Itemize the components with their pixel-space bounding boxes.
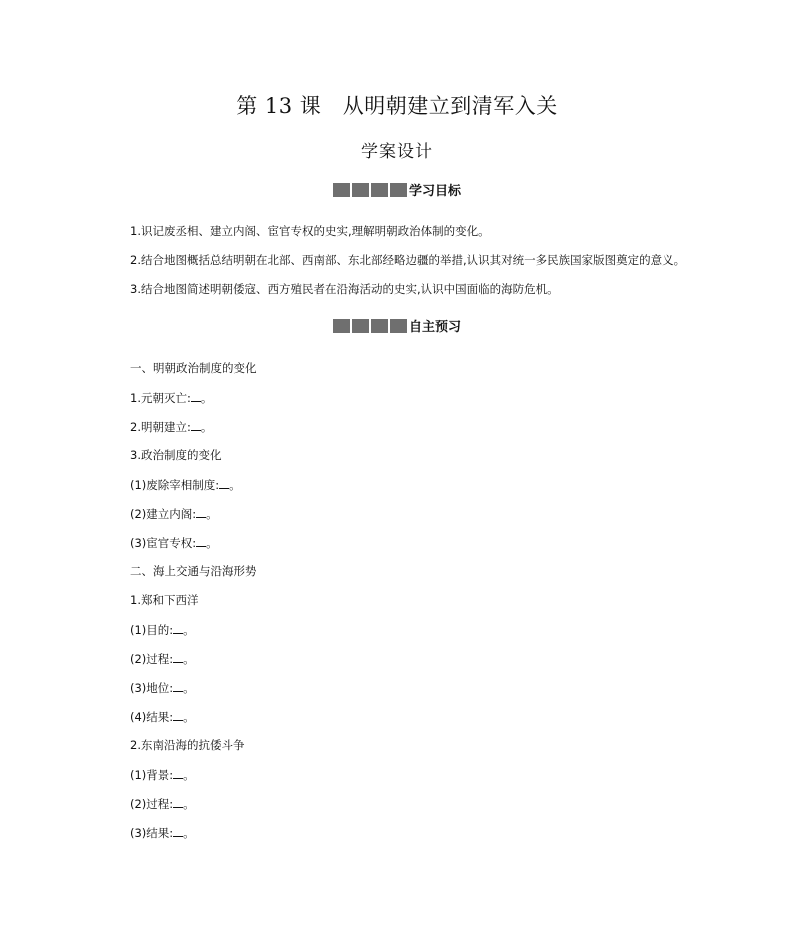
fill-line: 1.元朝灭亡: 。 [130, 391, 213, 405]
answer-blank[interactable] [173, 651, 183, 663]
fill-line: (2)建立内阁: 。 [130, 507, 218, 521]
answer-blank[interactable] [173, 680, 183, 692]
section-heading-label: 自主预习 [408, 320, 461, 335]
fill-line: (1)背景: 。 [130, 768, 195, 782]
goal-item: 3.结合地图简述明朝倭寇、西方殖民者在沿海活动的史实,认识中国面临的海防危机。 [130, 282, 559, 296]
answer-blank[interactable] [219, 477, 229, 489]
fill-line: (3)地位: 。 [130, 681, 195, 695]
answer-blank[interactable] [173, 767, 183, 779]
part-title: 二、海上交通与沿海形势 [130, 564, 257, 578]
fill-line: 2.明朝建立: 。 [130, 420, 213, 434]
goal-item: 2.结合地图概括总结明朝在北部、西南部、东北部经略边疆的举措,认识其对统一多民族国家版图奠定的意义。 [130, 253, 686, 267]
list-item: 2.东南沿海的抗倭斗争 [130, 738, 245, 752]
answer-blank[interactable] [173, 709, 183, 721]
part-title: 一、明朝政治制度的变化 [130, 361, 257, 375]
fill-line: (4)结果: 。 [130, 710, 195, 724]
page-subtitle: 学案设计 [361, 142, 433, 162]
answer-blank[interactable] [173, 622, 183, 634]
fill-line: (1)废除宰相制度: 。 [130, 478, 241, 492]
fill-line: (2)过程: 。 [130, 797, 195, 811]
fill-line: (3)宦官专权: 。 [130, 536, 218, 550]
answer-blank[interactable] [196, 506, 206, 518]
goal-item: 1.识记废丞相、建立内阁、宦官专权的史实,理解明朝政治体制的变化。 [130, 224, 490, 238]
section-heading-goals [0, 180, 794, 199]
fill-line: (3)结果: 。 [130, 826, 195, 840]
fill-line: (1)目的: 。 [130, 623, 195, 637]
section-marker-bars [333, 319, 407, 333]
page-title: 第 13 课 从明朝建立到清军入关 [236, 94, 558, 118]
fill-line: (2)过程: 。 [130, 652, 195, 666]
answer-blank[interactable] [173, 796, 183, 808]
section-heading-label: 学习目标 [408, 184, 461, 199]
answer-blank[interactable] [191, 419, 201, 431]
list-item: 1.郑和下西洋 [130, 593, 199, 607]
answer-blank[interactable] [191, 390, 201, 402]
section-marker-bars [333, 183, 407, 197]
answer-blank[interactable] [196, 535, 206, 547]
list-item: 3.政治制度的变化 [130, 448, 222, 462]
answer-blank[interactable] [173, 825, 183, 837]
section-heading-preview [0, 316, 794, 335]
